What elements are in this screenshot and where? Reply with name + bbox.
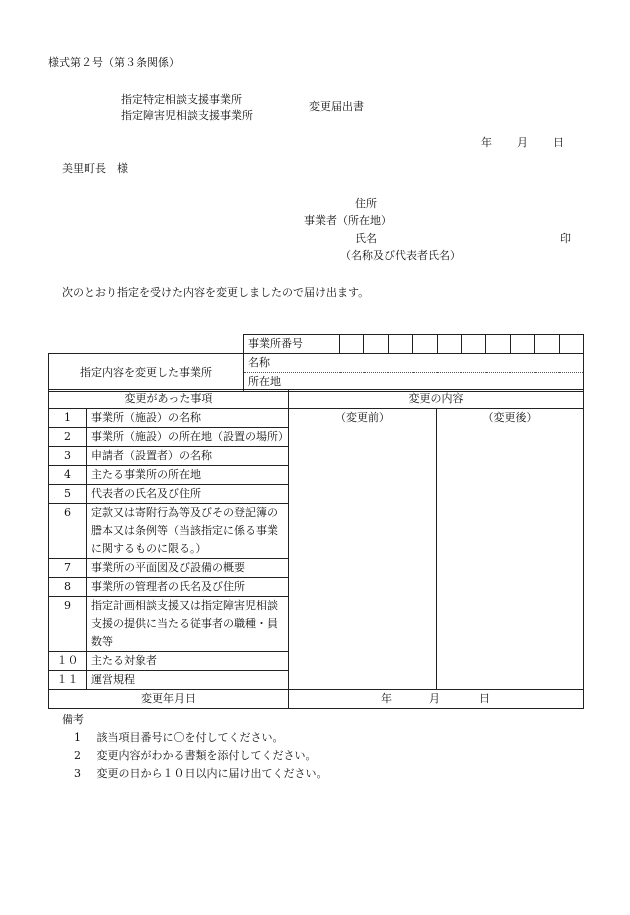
header-items: 変更があった事項	[49, 390, 289, 409]
title-line-2: 指定障害児相談支援事業所	[121, 109, 253, 122]
office-number-digit[interactable]	[437, 335, 461, 354]
item-text: 代表者の氏名及び住所	[87, 485, 289, 504]
office-number-digit[interactable]	[510, 335, 534, 354]
office-number-digit[interactable]	[364, 335, 388, 354]
note-item	[74, 730, 284, 745]
item-text: 定款又は寄附行為等及びその登記簿の謄本又は条例等（当該指定に係る事業に関するものに限る。）	[87, 504, 289, 559]
header-content: 変更の内容	[289, 390, 584, 409]
note-text: 変更の日から１０日以内に届け出てください。	[96, 767, 328, 780]
change-table	[48, 389, 584, 709]
item-text: 主たる事業所の所在地	[87, 466, 289, 485]
note-text: 変更内容がわかる書類を添付してください。	[96, 749, 317, 762]
office-location-label: 所在地	[244, 373, 340, 392]
after-label: （変更後）	[482, 411, 538, 424]
item-text: 事業所の管理者の氏名及び住所	[87, 578, 289, 597]
addressee: 美里町長 様	[62, 162, 128, 175]
form-number: 様式第２号（第３条関係）	[48, 56, 180, 69]
item-no: 4	[49, 466, 87, 485]
item-text: 主たる対象者	[87, 652, 289, 671]
note-text: 該当項目番号に〇を付してください。	[96, 731, 284, 744]
item-no: 3	[49, 447, 87, 466]
office-number-digit[interactable]	[461, 335, 485, 354]
change-date-day: 日	[479, 692, 490, 705]
note-no: 3	[74, 767, 81, 780]
representative-label: （名称及び代表者氏名）	[340, 249, 461, 262]
date-month: 月	[517, 136, 528, 149]
item-text: 事業所（施設）の名称	[87, 409, 289, 428]
office-name-field[interactable]	[340, 354, 584, 373]
item-no: 9	[49, 597, 87, 652]
office-number-digit[interactable]	[413, 335, 437, 354]
item-no: １１	[49, 671, 87, 690]
item-text: 運営規程	[87, 671, 289, 690]
item-no: 5	[49, 485, 87, 504]
business-label: 事業者（所在地）	[304, 214, 392, 227]
note-item	[74, 766, 328, 781]
change-date-year: 年	[381, 692, 392, 705]
item-text: 事業所（施設）の所在地（設置の場所）	[87, 428, 289, 447]
address-label: 住所	[355, 197, 377, 210]
office-number-digit[interactable]	[559, 335, 583, 354]
item-no: 1	[49, 409, 87, 428]
after-column[interactable]	[437, 409, 584, 690]
notes-heading: 備考	[62, 713, 84, 726]
title-line-1: 指定特定相談支援事業所	[121, 93, 242, 106]
note-no: 2	[74, 749, 81, 762]
item-no: １０	[49, 652, 87, 671]
date-year: 年	[481, 136, 492, 149]
item-no: 8	[49, 578, 87, 597]
office-number-digit[interactable]	[486, 335, 510, 354]
before-column[interactable]	[289, 409, 437, 690]
document-title: 変更届出書	[309, 100, 364, 113]
office-name-label: 名称	[244, 354, 340, 373]
office-number-digit[interactable]	[388, 335, 412, 354]
seal-mark: 印	[560, 232, 571, 245]
note-item	[74, 748, 317, 763]
change-date-label: 変更年月日	[49, 690, 289, 709]
item-no: 6	[49, 504, 87, 559]
change-date-field[interactable]	[289, 690, 584, 709]
item-text: 事業所の平面図及び設備の概要	[87, 559, 289, 578]
office-table	[48, 334, 584, 392]
item-text: 指定計画相談支援又は指定障害児相談支援の提供に当たる従事者の職種・員数等	[87, 597, 289, 652]
changed-office-label: 指定内容を変更した事業所	[49, 354, 244, 392]
change-date-month: 月	[429, 692, 440, 705]
item-no: 2	[49, 428, 87, 447]
blank-cell	[49, 335, 244, 354]
item-no: 7	[49, 559, 87, 578]
name-label: 氏名	[355, 232, 377, 245]
date-day: 日	[553, 136, 564, 149]
office-number-label: 事業所番号	[244, 335, 340, 354]
office-number-digit[interactable]	[535, 335, 559, 354]
note-no: 1	[74, 731, 81, 744]
before-label: （変更前）	[335, 411, 390, 424]
intro-text: 次のとおり指定を受けた内容を変更しましたので届け出ます。	[62, 286, 370, 299]
office-number-digit[interactable]	[340, 335, 364, 354]
item-text: 申請者（設置者）の名称	[87, 447, 289, 466]
